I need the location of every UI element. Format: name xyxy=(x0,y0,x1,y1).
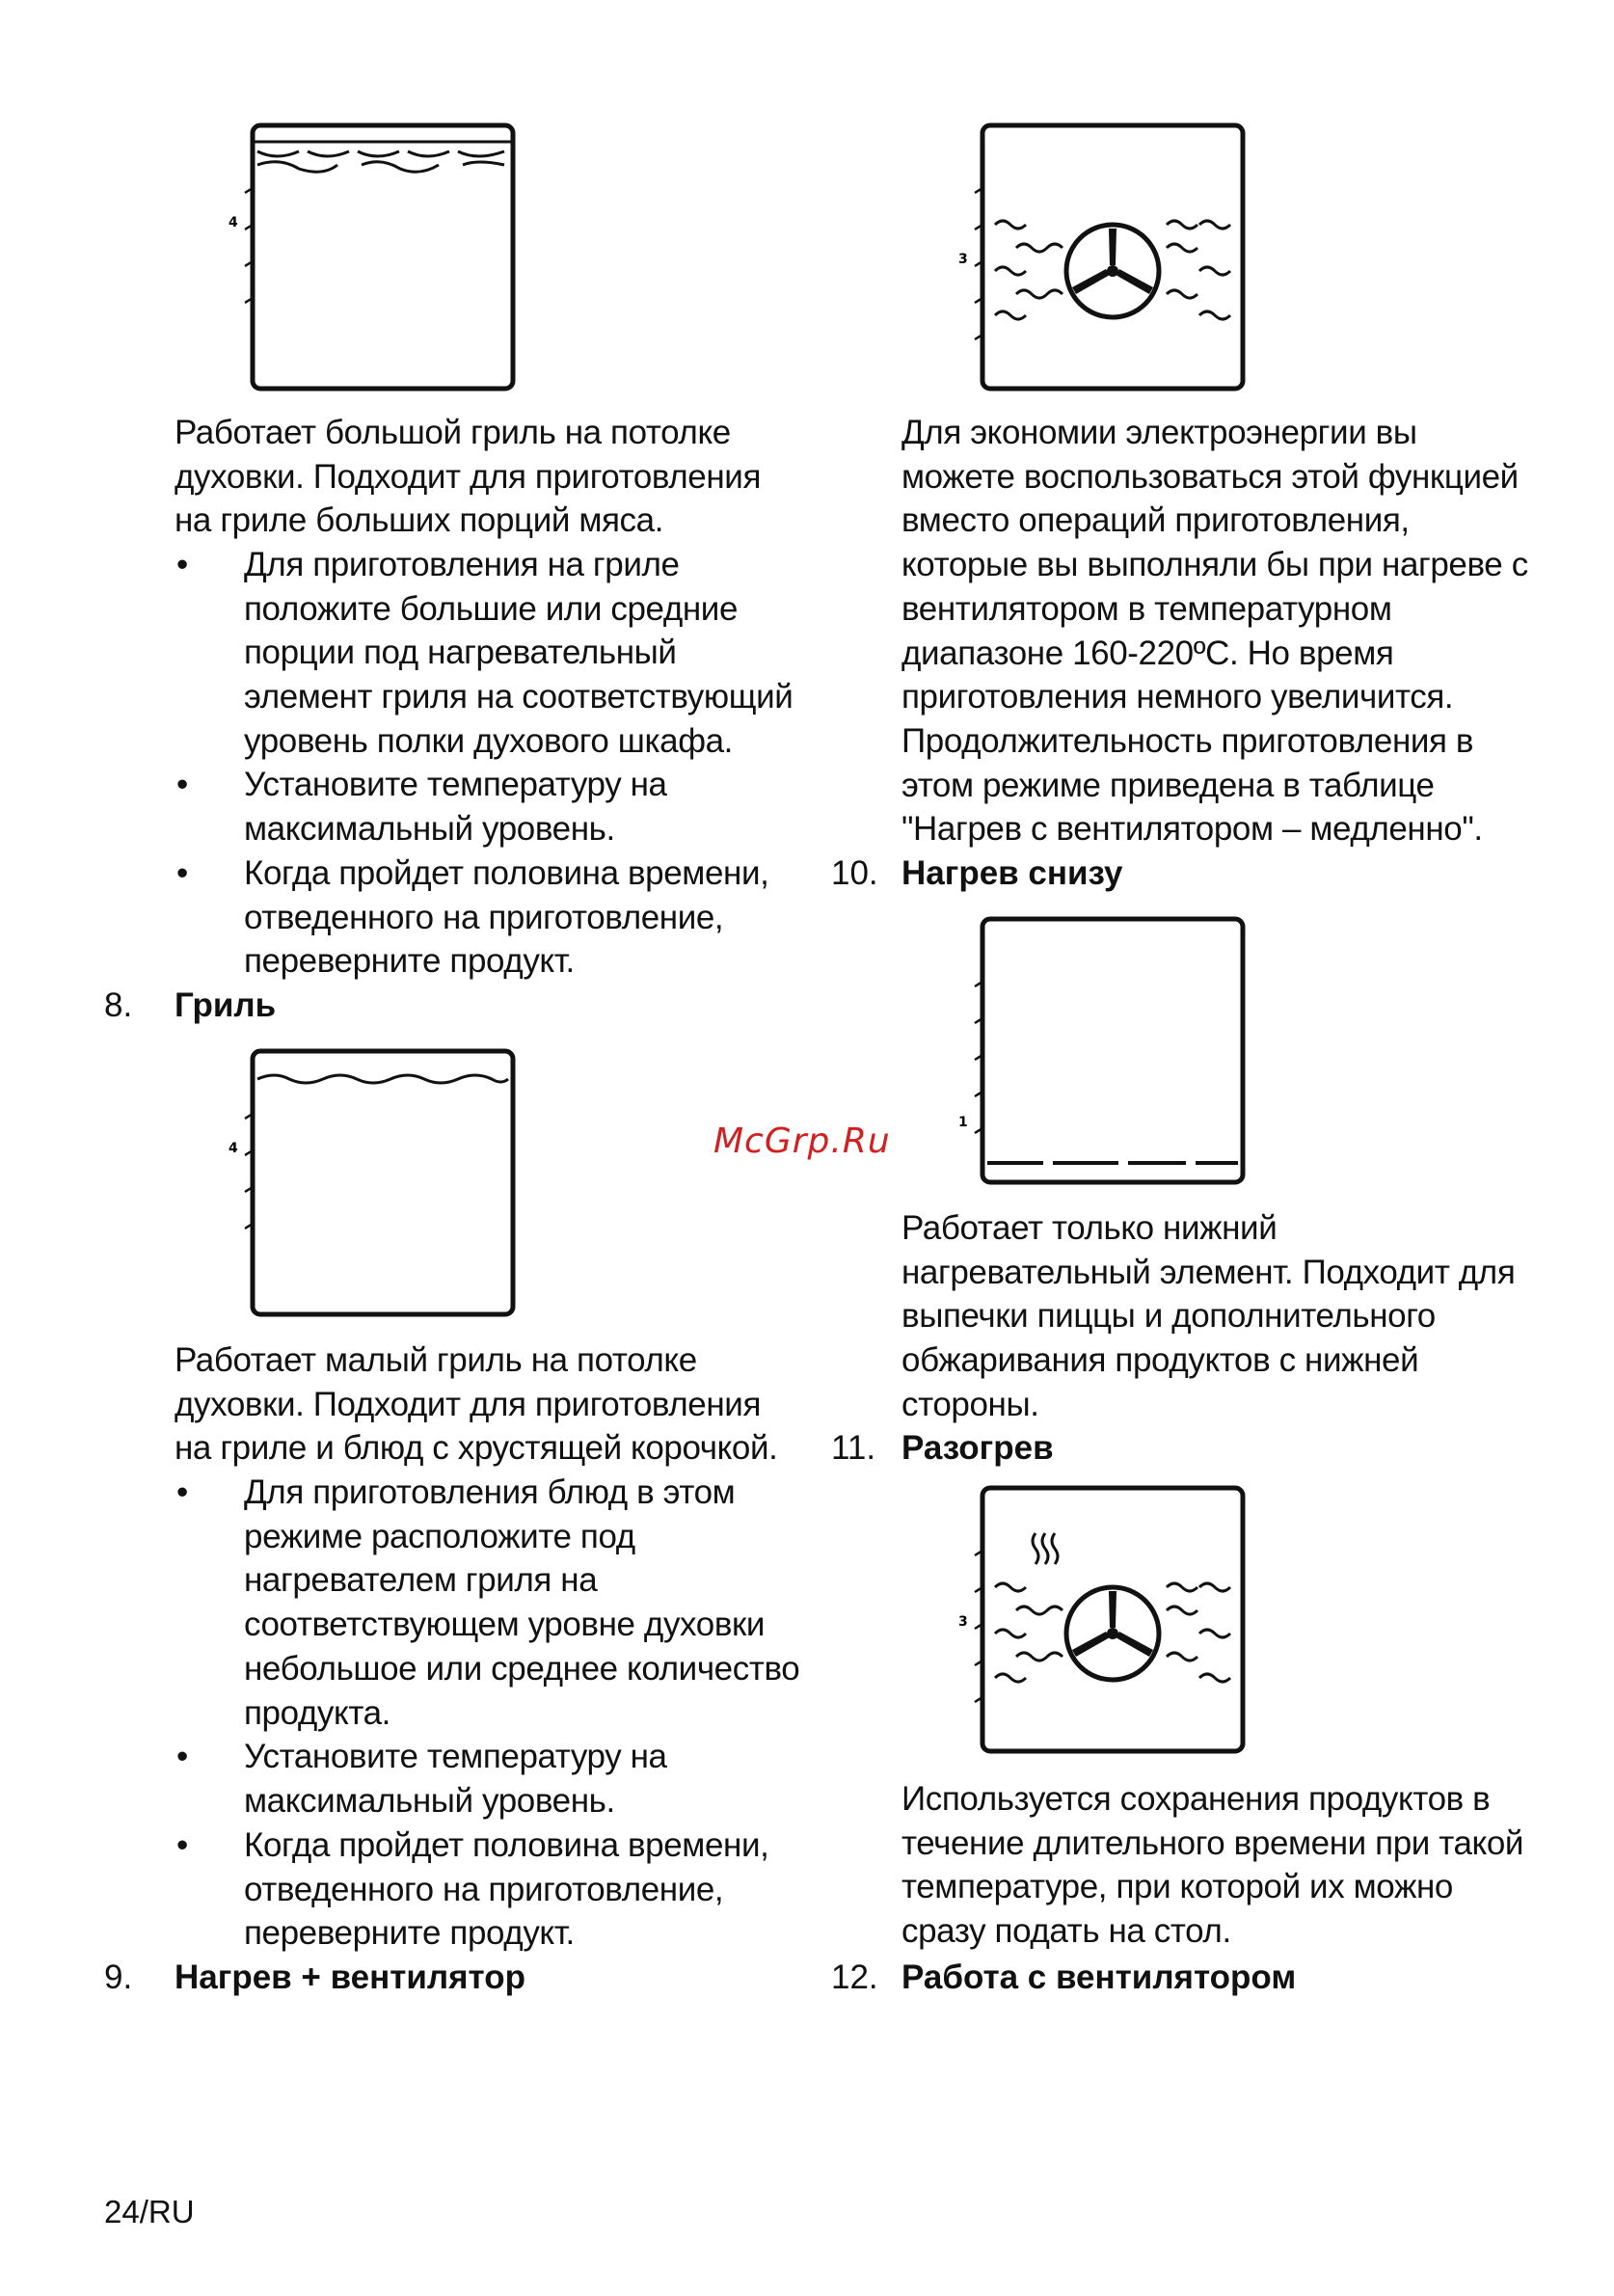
text-line: Когда пройдет половина времени, xyxy=(244,854,769,892)
text-line: вентилятором в температурном xyxy=(901,589,1392,628)
bottom-heating-description xyxy=(901,1206,1515,1427)
large-grill-icon xyxy=(217,121,525,395)
bullet-text xyxy=(244,1471,799,1735)
text-line: вместо операций приготовления, xyxy=(901,501,1410,540)
text-line: духовки. Подходит для приготовления xyxy=(175,1385,762,1423)
item-title-11: Разогрев xyxy=(901,1429,1054,1467)
text-line: температуре, при которой их можно xyxy=(901,1868,1453,1906)
warming-description xyxy=(901,1777,1523,1954)
warming-icon xyxy=(947,1483,1255,1758)
text-line: уровень полки духового шкафа. xyxy=(244,721,734,760)
item-title-12: Работа с вентилятором xyxy=(901,1958,1297,1996)
text-line: положите большие или средние xyxy=(244,589,739,628)
text-line: диапазоне 160-220ºC. Но время xyxy=(901,634,1394,672)
large-grill-level: 4 xyxy=(229,215,238,230)
bullet: • xyxy=(176,1738,189,1775)
text-line: нагревательный элемент. Подходит для xyxy=(901,1253,1516,1291)
text-line: режиме расположите под xyxy=(244,1517,635,1555)
text-line: продукта. xyxy=(244,1693,390,1732)
text-line: порции под нагревательный xyxy=(244,634,677,672)
bullet-text xyxy=(244,1823,768,1956)
large-grill-description xyxy=(175,411,761,543)
item-title-10: Нагрев снизу xyxy=(901,854,1123,892)
bottom-heating-icon xyxy=(947,914,1255,1189)
text-line: обжаривания продуктов с нижней xyxy=(901,1341,1419,1380)
text-line: отведенного на приготовление, xyxy=(244,1870,724,1908)
text-line: Установите температуру на xyxy=(244,766,667,803)
bullet-text xyxy=(244,1735,667,1823)
text-line: Для экономии электроэнергии вы xyxy=(901,414,1417,451)
text-line: переверните продукт. xyxy=(244,1914,575,1953)
text-line: Установите температуру на xyxy=(244,1738,667,1775)
text-line: Работает большой гриль на потолке xyxy=(175,414,731,451)
page-number: 24/RU xyxy=(104,2194,195,2229)
text-line: Для приготовления на гриле xyxy=(244,546,680,583)
text-line: Когда пройдет половина времени, xyxy=(244,1826,769,1864)
text-line: Работает только нижний xyxy=(901,1209,1278,1247)
bullet-text xyxy=(244,763,667,851)
text-line: можете воспользоваться этой функцией xyxy=(901,457,1519,496)
text-line: этом режиме приведена в таблице xyxy=(901,766,1435,804)
bullet: • xyxy=(176,546,189,583)
item-title-8: Гриль xyxy=(175,986,277,1024)
text-line: которые вы выполняли бы при нагреве с xyxy=(901,546,1528,584)
fan-heating-icon xyxy=(947,121,1255,395)
item-number-9: 9. xyxy=(104,1958,133,1996)
text-line: "Нагрев с вентилятором – медленно". xyxy=(901,810,1483,849)
bullet-text xyxy=(244,543,793,764)
small-grill-description xyxy=(175,1338,777,1471)
text-line: переверните продукт. xyxy=(244,942,575,981)
text-line: отведенного на приготовление, xyxy=(244,898,724,936)
warming-level: 3 xyxy=(958,1614,968,1630)
bullet: • xyxy=(176,1473,189,1511)
text-line: Продолжительность приготовления в xyxy=(901,721,1474,760)
text-line: небольшое или среднее количество xyxy=(244,1649,800,1688)
item-title-9: Нагрев + вентилятор xyxy=(175,1958,525,1996)
text-line: течение длительного времени при такой xyxy=(901,1823,1524,1862)
small-grill-level: 4 xyxy=(229,1141,238,1156)
item-number-12: 12. xyxy=(831,1958,878,1996)
text-line: соответствующем уровне духовки xyxy=(244,1606,766,1644)
fan-heating-description xyxy=(901,411,1528,851)
text-line: Для приготовления блюд в этом xyxy=(244,1473,736,1511)
text-line: выпечки пиццы и дополнительного xyxy=(901,1297,1436,1336)
text-line: максимальный уровень. xyxy=(244,809,615,848)
bullet: • xyxy=(176,766,189,803)
bottom-heat-level: 1 xyxy=(958,1115,968,1130)
text-line: на гриле больших порций мяса. xyxy=(175,501,664,540)
fan-level: 3 xyxy=(958,252,968,267)
small-grill-icon xyxy=(217,1046,525,1321)
text-line: Работает малый гриль на потолке xyxy=(175,1341,697,1379)
item-number-11: 11. xyxy=(831,1429,876,1467)
bullet: • xyxy=(176,854,189,892)
text-line: духовки. Подходит для приготовления xyxy=(175,457,762,496)
text-line: Используется сохранения продуктов в xyxy=(901,1780,1491,1818)
bullet: • xyxy=(176,1826,189,1864)
text-line: приготовления немного увеличится. xyxy=(901,678,1454,716)
text-line: сразу подать на стол. xyxy=(901,1912,1231,1951)
text-line: на гриле и блюд с хрустящей корочкой. xyxy=(175,1429,778,1468)
item-number-8: 8. xyxy=(104,986,133,1024)
text-line: элемент гриля на соответствующий xyxy=(244,678,794,716)
bullet-text xyxy=(244,851,768,984)
text-line: нагревателем гриля на xyxy=(244,1561,598,1600)
text-line: максимальный уровень. xyxy=(244,1781,615,1820)
watermark: McGrp.Ru xyxy=(713,1121,891,1161)
text-line: стороны. xyxy=(901,1385,1039,1423)
item-number-10: 10. xyxy=(831,854,878,892)
